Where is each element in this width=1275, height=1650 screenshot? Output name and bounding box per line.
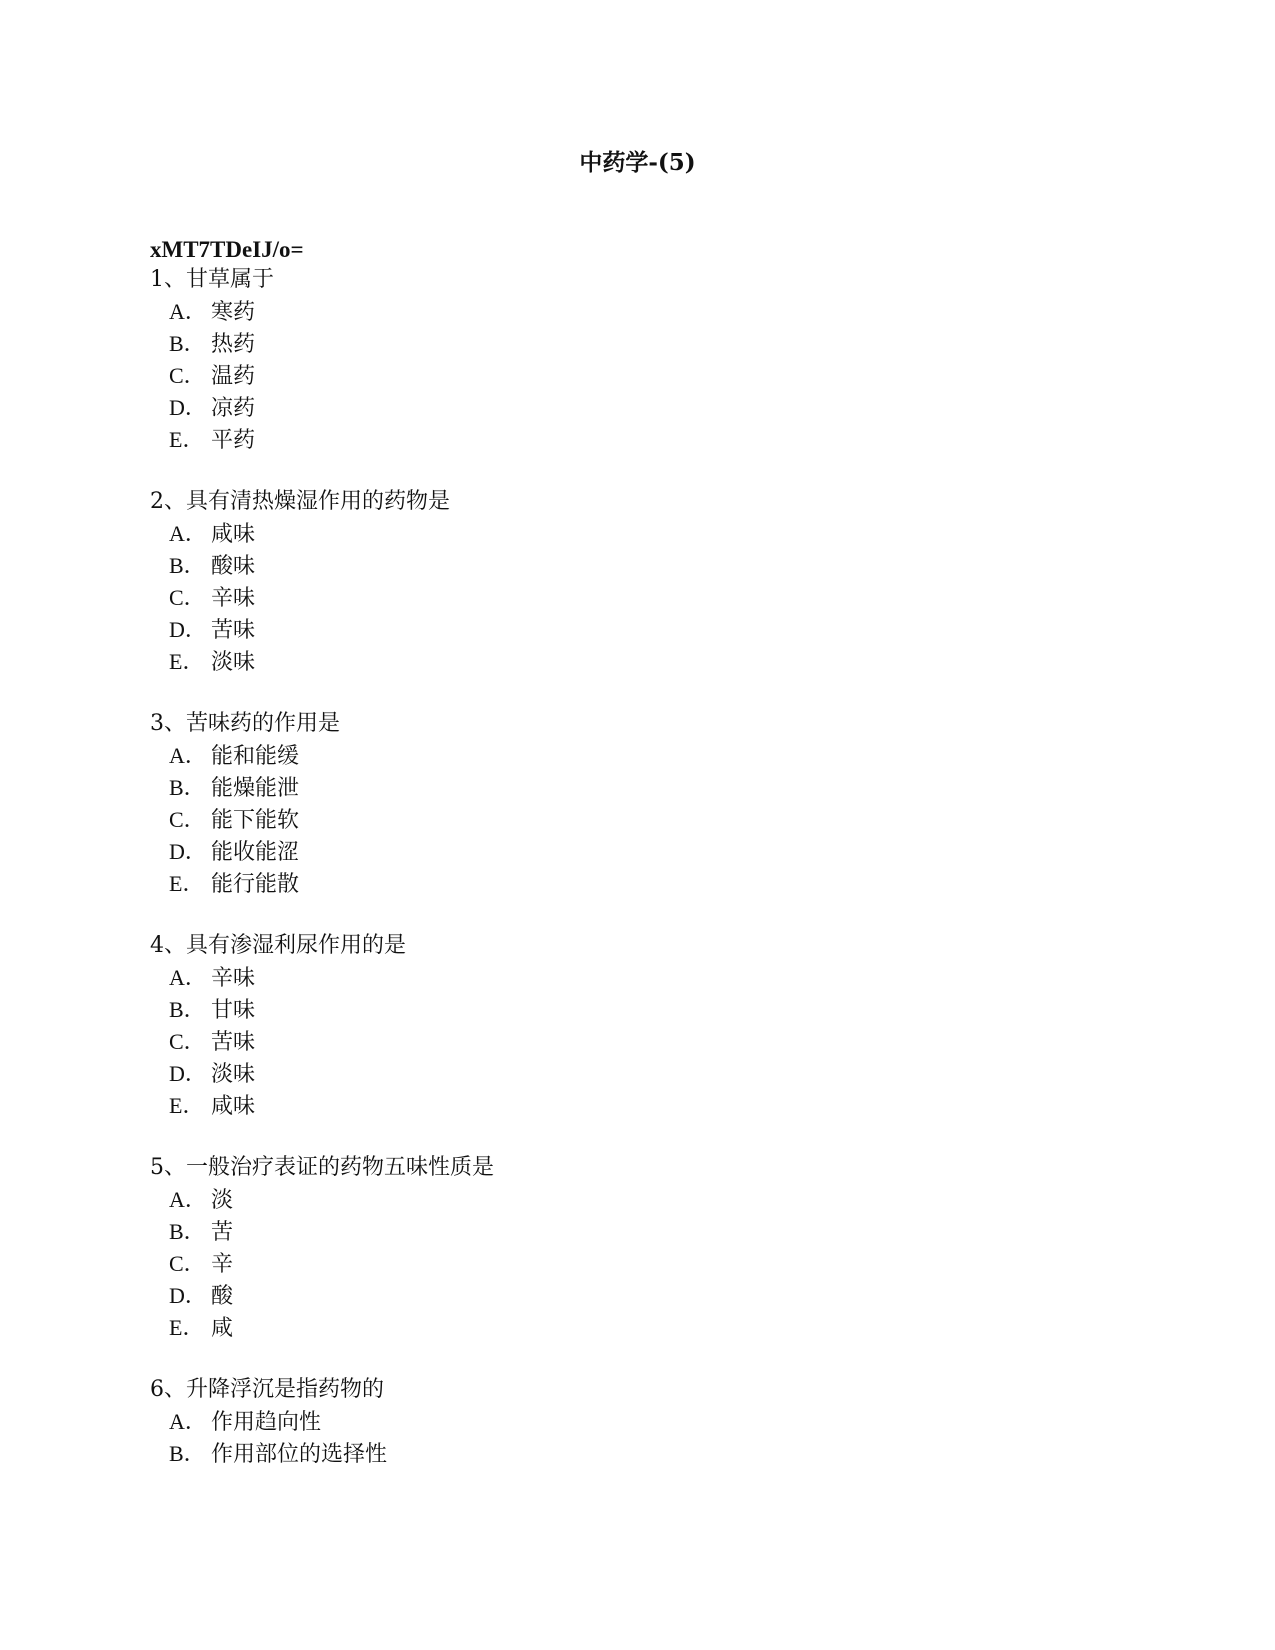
question-5 — [150, 1152, 1150, 1344]
option-letter: C． — [169, 363, 206, 388]
answer-option-b — [150, 772, 1150, 804]
option-text: 咸味 — [211, 1094, 256, 1119]
answer-option-e — [150, 868, 1150, 900]
exam-content — [150, 236, 1150, 1500]
option-text: 温药 — [211, 364, 256, 389]
option-letter: D． — [169, 617, 207, 642]
answer-option-b — [150, 1216, 1150, 1248]
option-letter: E． — [169, 871, 205, 896]
option-letter: E． — [169, 649, 205, 674]
answer-option-b — [150, 1438, 1150, 1470]
answer-option-a — [150, 740, 1150, 772]
answer-option-c — [150, 1248, 1150, 1280]
option-text: 能行能散 — [211, 872, 300, 897]
question-stem: 6、升降浮沉是指药物的 — [150, 1377, 384, 1402]
option-text: 凉药 — [211, 396, 256, 421]
answer-option-d — [150, 1058, 1150, 1090]
answer-option-c — [150, 360, 1150, 392]
option-text: 平药 — [211, 428, 256, 453]
question-3 — [150, 708, 1150, 900]
answer-option-a — [150, 962, 1150, 994]
option-letter: C． — [169, 807, 206, 832]
option-text: 咸味 — [211, 522, 256, 547]
option-text: 能和能缓 — [211, 744, 300, 769]
answer-option-e — [150, 1090, 1150, 1122]
question-stem: 2、具有清热燥湿作用的药物是 — [150, 489, 450, 514]
option-letter: B． — [169, 331, 206, 356]
answer-option-d — [150, 614, 1150, 646]
question-4 — [150, 930, 1150, 1122]
document-code: xMT7TDeIJ/o= — [150, 237, 304, 262]
answer-option-b — [150, 328, 1150, 360]
option-text: 寒药 — [211, 300, 256, 325]
question-6 — [150, 1374, 1150, 1470]
option-letter: A． — [169, 743, 207, 768]
option-letter: A． — [169, 521, 207, 546]
option-letter: B． — [169, 1441, 206, 1466]
option-text: 热药 — [211, 332, 256, 357]
question-2 — [150, 486, 1150, 678]
option-text: 甘味 — [211, 998, 256, 1023]
option-letter: D． — [169, 395, 207, 420]
option-letter: E． — [169, 1315, 205, 1340]
answer-option-d — [150, 392, 1150, 424]
option-text: 能燥能泄 — [211, 776, 300, 801]
option-text: 苦味 — [211, 618, 256, 643]
question-stem: 5、一般治疗表证的药物五味性质是 — [150, 1155, 494, 1180]
option-text: 苦 — [211, 1220, 234, 1245]
option-letter: A． — [169, 965, 207, 990]
page-title: 中药学-(5) — [579, 149, 696, 176]
option-letter: D． — [169, 839, 207, 864]
answer-option-d — [150, 1280, 1150, 1312]
option-letter: E． — [169, 1093, 205, 1118]
option-letter: B． — [169, 997, 206, 1022]
option-text: 咸 — [211, 1316, 234, 1341]
answer-option-b — [150, 550, 1150, 582]
option-letter: C． — [169, 1029, 206, 1054]
answer-option-c — [150, 582, 1150, 614]
answer-option-e — [150, 646, 1150, 678]
question-stem: 1、甘草属于 — [150, 267, 274, 292]
option-text: 淡味 — [211, 650, 256, 675]
option-text: 能下能软 — [211, 808, 300, 833]
option-text: 作用部位的选择性 — [211, 1442, 388, 1467]
answer-option-a — [150, 1184, 1150, 1216]
answer-option-a — [150, 1406, 1150, 1438]
option-text: 能收能涩 — [211, 840, 300, 865]
option-letter: B． — [169, 553, 206, 578]
answer-option-d — [150, 836, 1150, 868]
answer-option-a — [150, 518, 1150, 550]
option-text: 酸 — [211, 1284, 234, 1309]
option-text: 作用趋向性 — [211, 1410, 322, 1435]
option-letter: C． — [169, 1251, 206, 1276]
option-letter: D． — [169, 1283, 207, 1308]
answer-option-c — [150, 804, 1150, 836]
answer-option-a — [150, 296, 1150, 328]
option-text: 淡 — [211, 1188, 234, 1213]
option-text: 辛味 — [211, 966, 256, 991]
answer-option-c — [150, 1026, 1150, 1058]
option-letter: B． — [169, 1219, 206, 1244]
question-stem: 4、具有渗湿利尿作用的是 — [150, 933, 406, 958]
option-letter: D． — [169, 1061, 207, 1086]
option-text: 辛味 — [211, 586, 256, 611]
option-text: 酸味 — [211, 554, 256, 579]
option-letter: A． — [169, 1187, 207, 1212]
option-letter: A． — [169, 1409, 207, 1434]
answer-option-e — [150, 424, 1150, 456]
option-letter: E． — [169, 427, 205, 452]
option-letter: C． — [169, 585, 206, 610]
option-letter: B． — [169, 775, 206, 800]
option-letter: A． — [169, 299, 207, 324]
answer-option-e — [150, 1312, 1150, 1344]
option-text: 淡味 — [211, 1062, 256, 1087]
option-text: 苦味 — [211, 1030, 256, 1055]
option-text: 辛 — [211, 1252, 234, 1277]
question-stem: 3、苦味药的作用是 — [150, 711, 340, 736]
question-1 — [150, 264, 1150, 456]
answer-option-b — [150, 994, 1150, 1026]
